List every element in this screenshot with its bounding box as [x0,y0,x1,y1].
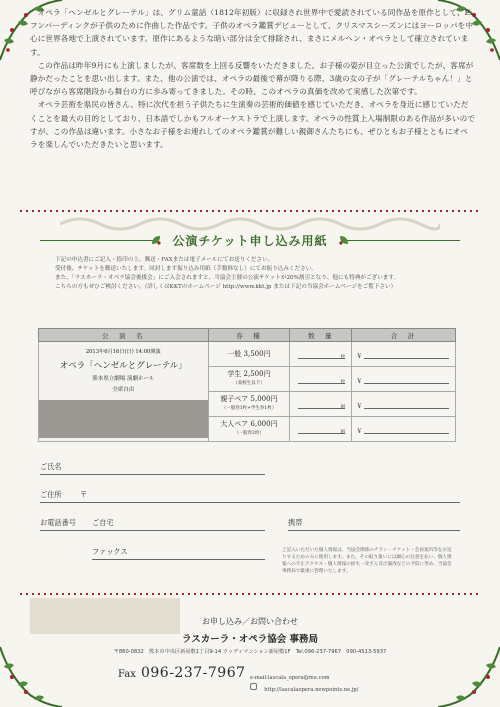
privacy-notice: ご記入いただいた個人情報は、当協会関係のチラシ・チケット・会員案内等をお送りするためのみに使用します。また、その取り扱いには細心の注意を払い、個人情報への不正アクセス・個人情報の紛失・改ざん及び漏洩などの予防に努め、当協会事務局で厳重に管理いたします。 [282,548,452,574]
leaf-icon [338,234,350,246]
column-header: 数 量 [290,329,352,342]
column-header: 券 種 [208,329,290,342]
dotted-divider [20,591,480,597]
ticket-type [208,392,290,417]
total-field[interactable] [352,392,456,417]
ticket-note: （一般券2枚） [234,431,264,436]
fax-number: 096-237-7967 [140,665,246,681]
mobile-input[interactable] [288,530,460,531]
ticket-label: 親子ペア 5,000円 [220,395,278,403]
mobile-label: 携帯 [288,518,303,527]
note-line: 下記の申込書にご記入・捺印の上、郵送・FAXまたは電子メールにてお送りください。 [55,257,274,263]
title-rule [40,240,155,241]
contact-address: 〒860-0832 熊本市中央区新屋敷1丁目9-14 ウッディマンション新屋敷1F Tel.096-237-7967 090-4513-5937 [113,649,387,655]
postal-mark: 〒 [80,490,88,499]
poster-thumbnail [39,400,208,438]
form-title: 公演チケット申し込み用紙 [172,234,328,248]
note-line: 受付後、チケットを郵送いたします。同封します振り込み用紙（手数料なし）にてお振り込みください。 [55,266,317,272]
yen-symbol: ￥ [356,428,363,435]
ticket-label: 学生 2,500円 [227,370,271,378]
fax-label: ファックス [92,547,128,556]
fax-input[interactable] [92,559,265,560]
column-header: 公 演 名 [39,329,209,342]
column-header: 合 計 [352,329,456,342]
quantity-field[interactable] [290,367,352,392]
fax-prefix: Fax [118,669,136,680]
table-row [39,342,456,367]
yen-symbol: ￥ [356,378,363,385]
yen-symbol: ￥ [356,403,363,410]
website-link[interactable]: http://lascalaopera.newpoints.ne.jp/ [264,687,359,693]
ticket-order-table [38,328,456,442]
address-label: ご住所 [40,490,62,499]
title-rule [345,240,460,241]
ticket-label: 大人ペア 6,000円 [220,420,278,428]
total-field[interactable] [352,342,456,367]
contact-heading: お申し込み／お問い合わせ [202,617,298,626]
performance-cell [39,342,209,442]
intro-text [30,6,475,151]
quantity-field[interactable] [290,342,352,367]
home-phone-input[interactable] [40,530,265,531]
ticket-note: （一般券1枚+学生券1枚） [221,406,277,411]
yen-symbol: ￥ [356,353,363,360]
table-header-row [39,329,456,342]
quantity-field[interactable] [290,417,352,442]
performance-name: オペラ「ヘンゼルとグレーテル」 [59,361,187,371]
quantity-field[interactable] [290,392,352,417]
performance-date: 2013年6月16日(日) 14:00開演 [85,349,161,355]
organization-name: ラスカーラ・オペラ協会 事務局 [181,634,319,645]
phone-label: お電話番号 [40,518,76,527]
ticket-label: 一般 3,500円 [227,349,271,358]
ticket-type [208,342,290,367]
name-input[interactable] [40,474,265,475]
performance-seating: 全席自由 [112,387,135,393]
performance-venue: 熊本県立劇場 演劇ホール [92,376,155,382]
qr-icon [250,683,257,690]
name-label: ご氏名 [40,462,62,471]
note-line: こちらの方もぜひご検討ください。（詳しくはKKTのホームページ http://www.kkt.jp または下記の当協会ホームページをご覧下さい） [55,284,397,290]
unit-label: 枚 [340,380,346,385]
fax-number-block [118,662,246,681]
ticket-type [208,417,290,442]
total-field[interactable] [352,367,456,392]
home-phone-label: ご自宅 [92,518,114,527]
intro-paragraph: オペラ芸術を県民の皆さん、特に次代を担う子供たちに生演奏の芸術的価値を感じていただき、オペラを身近に感じていただくことを最大の目的としており、日本語でしかもフルオーケストラで上演します。オペラの性質上入場制限のある作品が多いのですが、この作品は違います。小さなお子様をお連れしてのオペラ鑑賞が難しい親御さんたちにも、ぜひともお子様とともにオペラを楽しんでいただきたいと思います。 [30,100,476,150]
application-notes [55,256,475,292]
address-input[interactable] [40,502,460,503]
scroll-ornament [60,214,440,234]
intro-paragraph: オペラ「ヘンゼルとグレーテル」は、グリム童話（1812年初版）に収録され世界中で愛読されている同作品を原作として、E.フンパーディンクが子供のために作曲した作品です。子供のオペラ鑑賞デビューとして、クリスマスシーズンにはヨーロッパを中心に世界各地で上演されています。原作にあるような暗い部分は全て排除され、まさにメルヘン・オペラとして確立されています。 [30,8,474,57]
ticket-note: （高校生以下） [233,381,265,386]
unit-label: 枚 [340,355,346,360]
total-field[interactable] [352,417,456,442]
email-link[interactable]: e-mail:lascala_opera@me.com [250,675,330,681]
intro-paragraph: この作品は昨年9月にも上演しましたが、客席数を上回る反響をいただきました。お子様の姿が目立った公演でしたが、客席が静かだったことを思い出します。また、他の公演では、オペラの最後で幕が降りる際、3歳の女の子が「グレーテルちゃん！」と呼びながら客席階段から舞台の方に歩み寄ってきました。その時、このオペラの真価を改めて実感した次第です。 [30,60,474,97]
note-line: また、「ラスカーラ・オペラ協会後援会」にご入会されますと、当協会主催の公演チケットが20%割引となり、他にも特典がございます。 [55,275,400,281]
unit-label: 組 [340,405,346,410]
ticket-type [208,367,290,392]
unit-label: 組 [340,430,346,435]
url-row [250,676,359,695]
